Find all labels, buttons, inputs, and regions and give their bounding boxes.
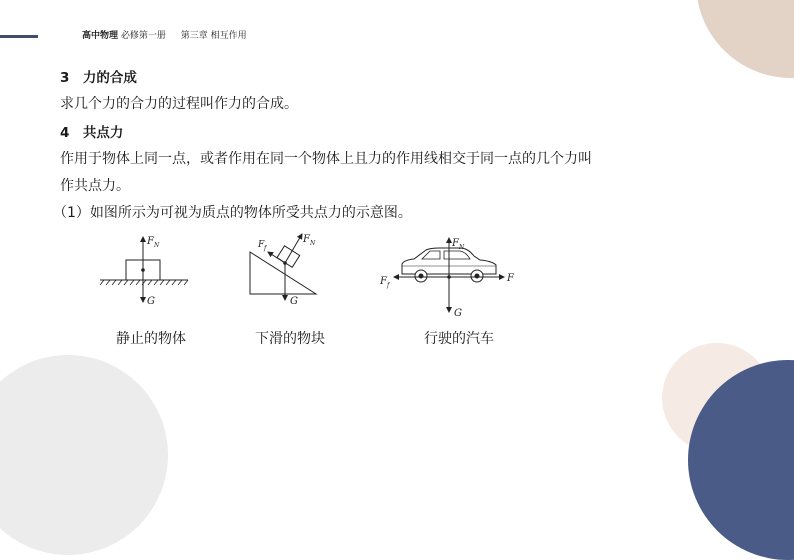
decorative-circle-top-right	[696, 0, 794, 78]
figure-sliding-block	[240, 222, 330, 310]
label-G: G	[290, 296, 298, 307]
caption-sliding-block: 下滑的物块	[255, 331, 325, 347]
header-volume: 必修第一册	[120, 31, 166, 41]
caption-moving-car: 行驶的汽车	[424, 331, 494, 347]
figure-resting-object	[100, 228, 190, 308]
label-F: F	[147, 236, 154, 247]
section-3-heading: 3 力的合成	[60, 70, 137, 86]
figure-moving-car	[374, 232, 524, 322]
ground-hatch	[100, 280, 188, 285]
label-FN: F	[303, 234, 310, 245]
label-N-sub: N	[154, 242, 160, 249]
header-chapter: 第三章 相互作用	[180, 31, 247, 41]
label-N-sub: N	[310, 240, 316, 247]
label-Ff: F	[258, 240, 265, 250]
label-F: F	[507, 273, 514, 284]
label-f-sub: f	[387, 282, 390, 289]
header-accent-bar	[0, 35, 38, 38]
label-f-sub: f	[264, 245, 267, 252]
label-N-sub: N	[459, 244, 465, 251]
label-G: G	[147, 296, 155, 307]
decorative-circle-bottom-left	[0, 355, 168, 555]
page-header	[82, 28, 253, 41]
label-G: G	[454, 308, 462, 319]
label-FN: F	[452, 238, 459, 249]
section-4-line-2: 作共点力。	[60, 178, 130, 194]
caption-resting-object: 静止的物体	[116, 331, 186, 347]
section-4-heading: 4 共点力	[60, 125, 124, 141]
label-Ff: F	[380, 276, 387, 287]
section-4-line-1: 作用于物体上同一点，或者作用在同一个物体上且力的作用线相交于同一点的几个力叫	[60, 151, 592, 167]
section-4-item-1: （1）如图所示为可视为质点的物体所受共点力的示意图。	[53, 205, 412, 221]
header-book: 高中物理	[82, 31, 119, 41]
section-3-text: 求几个力的合力的过程叫作力的合成。	[60, 96, 298, 112]
